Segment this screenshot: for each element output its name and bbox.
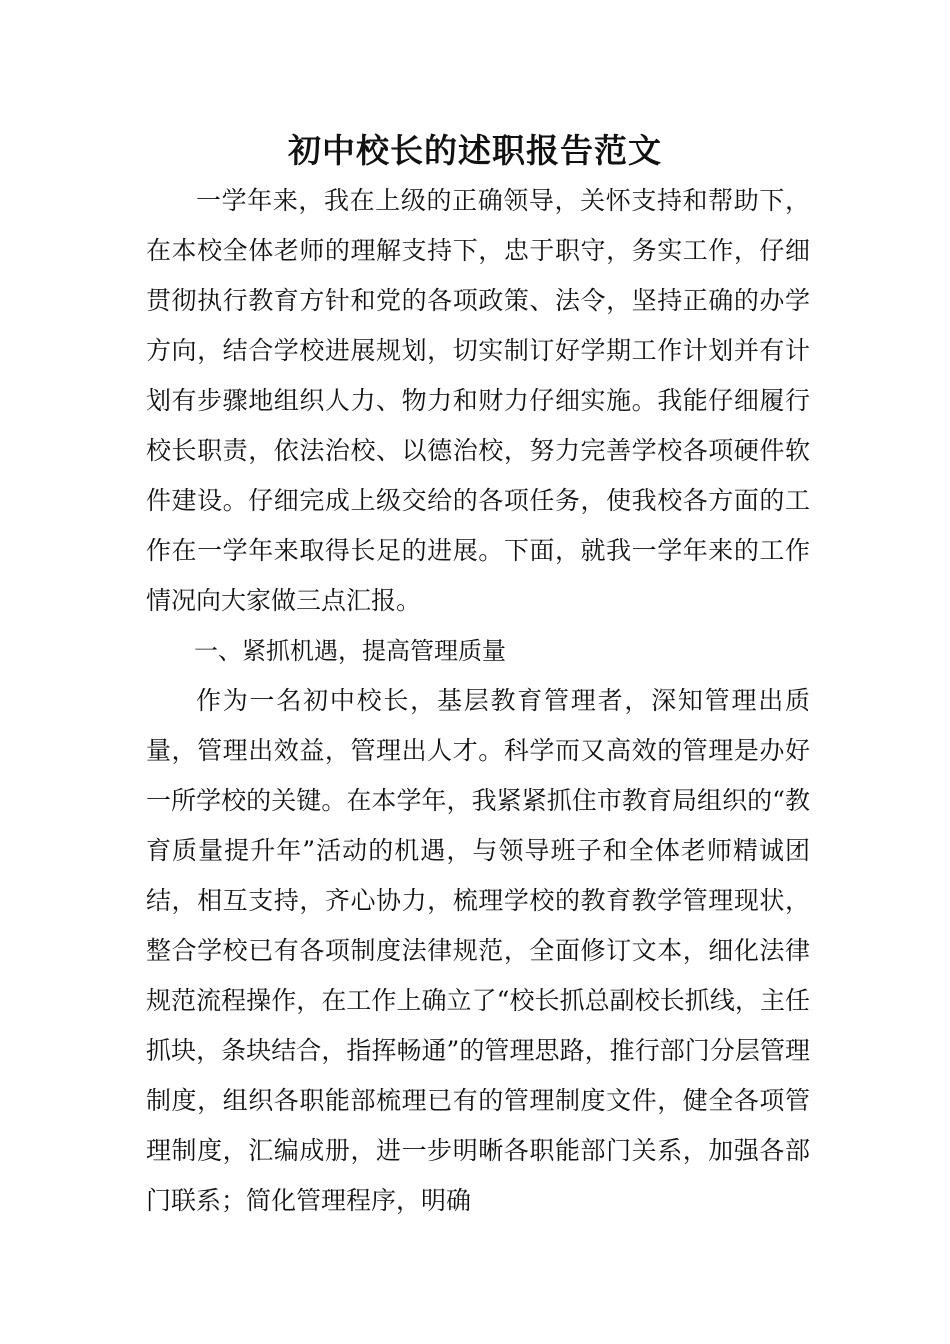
document-body: [146, 176, 810, 1226]
body-paragraph-intro: 一学年来，我在上级的正确领导，关怀支持和帮助下，在本校全体老师的理解支持下，忠于职守，务实工作，仔细贯彻执行教育方针和党的各项政策、法令，坚持正确的办学方向，结合学校进展规划，切实制订好学期工作计划并有计划有步骤地组织人力、物力和财力仔细实施。我能仔细履行校长职责，依法治校、以德治校，努力完善学校各项硬件软件建设。仔细完成上级交给的各项任务，使我校各方面的工作在一学年来取得长足的进展。下面，就我一学年来的工作情况向大家做三点汇报。: [146, 186, 810, 615]
body-paragraph-management: 作为一名初中校长，基层教育管理者，深知管理出质量，管理出效益，管理出人才。科学而又高效的管理是办好一所学校的关键。在本学年，我紧紧抓住市教育局组织的“教育质量提升年”活动的机遇，与领导班子和全体老师精诚团结，相互支持，齐心协力，梳理学校的教育教学管理现状，整合学校已有各项制度法律规范，全面修订文本，细化法律规范流程操作，在工作上确立了“校长抓总副校长抓线，主任抓块，条块结合，指挥畅通”的管理思路，推行部门分层管理制度，组织各职能部梳理已有的管理制度文件，健全各项管理制度，汇编成册，进一步明晰各职能部门关系，加强各部门联系；简化管理程序，明确: [146, 686, 810, 1215]
section-heading-1: 一、紧抓机遇，提高管理质量: [194, 637, 506, 665]
document-title: 初中校长的述职报告范文: [288, 131, 662, 170]
